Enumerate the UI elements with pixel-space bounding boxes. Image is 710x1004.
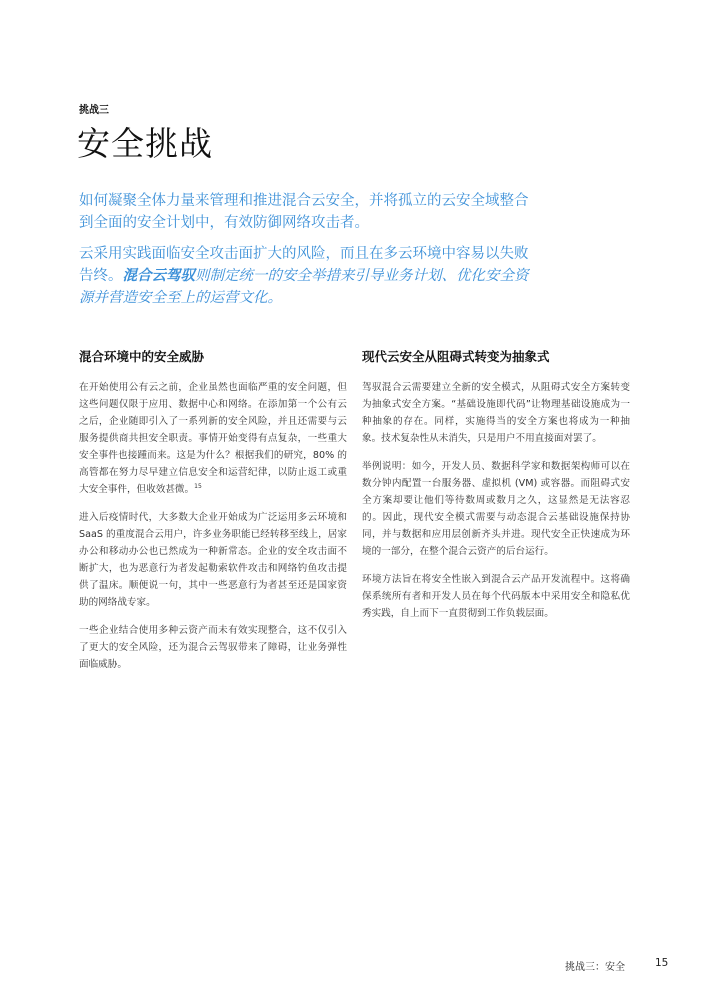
right-paragraph-2: 举例说明：如今，开发人员、数据科学家和数据架构师可以在数分钟内配置一台服务器、虚拟机 (VM) 或容器。而阻碍式安全方案却要让他们等待数周或数月之久，这显然是无法容忍的。因此，现代安全模式需要与动态混合云基础设施保持协同，并与数据和应用层创新齐头并进。现代安全正快速成为环境的一部分，在整个混合云资产的后台运行。 [362, 461, 630, 557]
lead-paragraph-1: 如何凝聚全体力量来管理和推进混合云安全，并将孤立的云安全域整合到全面的安全计划中，有效防御网络攻击者。 [79, 193, 529, 231]
hybrid-cloud-term: 混合云驾驭 [122, 268, 195, 284]
page-title: 安全挑战 [77, 124, 213, 163]
lead-paragraph-2-emphasis [79, 268, 529, 306]
right-paragraph-3: 环境方法旨在将安全性嵌入到混合云产品开发流程中。这将确保系统所有者和开发人员在每个代码版本中采用安全和隐私优秀实践，自上而下一直贯彻到工作负载层面。 [362, 574, 630, 619]
section-eyebrow: 挑战三 [79, 105, 109, 116]
lead-paragraph-2-prefix: 云采用实践面临安全攻击面扩大的风险，而且在多云环境中容易以失败告终。 [79, 246, 529, 284]
left-column [79, 347, 347, 684]
left-paragraph-1 [79, 379, 347, 498]
footnote-marker[interactable]: 15 [194, 482, 202, 490]
left-paragraph-3: 一些企业结合使用多种云资产而未有效实现整合，这不仅引入了更大的安全风险，还为混合云驾驭带来了障碍，让业务弹性面临威胁。 [79, 625, 347, 670]
left-paragraph-2: 进入后疫情时代，大多数大企业开始成为广泛运用多云环境和 SaaS 的重度混合云用户，许多业务职能已经转移至线上，居家办公和移动办公也已然成为一种新常态。企业的安全攻击面不断扩大，也为恶意行为者发起勒索软件攻击和网络钓鱼攻击提供了温床。顺便说一句，其中一些恶意行为者甚至还是国家资助的网络战专家。 [79, 512, 347, 608]
lead-paragraph-2-italic: 则制定统一的安全举措来引导业务计划、优化安全资源并营造安全至上的运营文化。 [79, 268, 529, 306]
page-number: 15 [655, 957, 669, 969]
right-column [362, 347, 630, 633]
left-column-heading: 混合环境中的安全威胁 [79, 349, 205, 364]
right-paragraph-1: 驾驭混合云需要建立全新的安全模式，从阻碍式安全方案转变为抽象式安全方案。“基础设施即代码”让物理基础设施成为一种抽象的存在。同样，实施得当的安全方案也将成为一种抽象。技术复杂性从未消失，只是用户不用直接面对罢了。 [362, 382, 630, 444]
footer-section-label: 挑战三：安全 [565, 962, 625, 973]
right-column-heading: 现代云安全从阻碍式转变为抽象式 [362, 349, 550, 364]
lead-paragraph-2 [79, 243, 529, 309]
left-paragraph-1-text: 在开始使用公有云之前，企业虽然也面临严重的安全问题，但这些问题仅限于应用、数据中心和网络。在添加第一个公有云之后，企业随即引入了一系列新的安全风险，并且还需要与云服务提供商共担安全职责。事情开始变得有点复杂，一些重大安全事件也接踵而来。这是为什么？根据我们的研究，80% 的高管都在努力尽早建立信息安全和运营纪律，以防止返工或重大安全事件，但收效甚微。 [79, 382, 347, 495]
